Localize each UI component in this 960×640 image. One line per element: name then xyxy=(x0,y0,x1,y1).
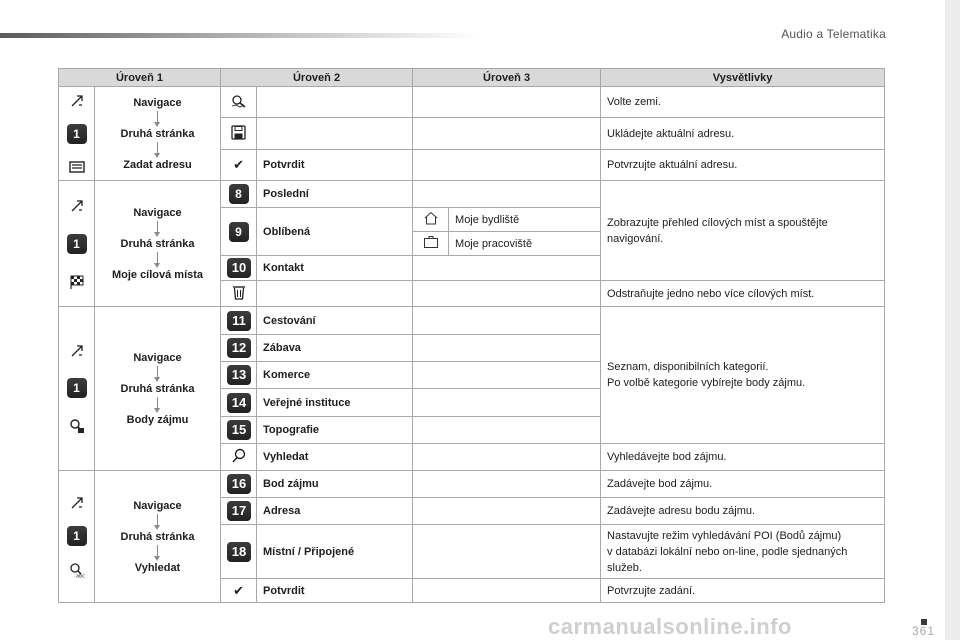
level2-icon-cell xyxy=(221,471,257,498)
column-header-level1: Úroveň 1 xyxy=(59,69,221,87)
explanation-line: služeb. xyxy=(607,561,642,574)
explanation-cell: Zadávejte adresu bodu zájmu. xyxy=(601,498,885,525)
step-badge: 1 xyxy=(67,234,87,254)
level2-label: Místní / Připojené xyxy=(257,525,413,579)
level2-icon-cell xyxy=(221,181,257,208)
explanation-cell: Potvrzujte aktuální adresu. xyxy=(601,150,885,181)
explanation-line: v databázi lokální nebo on-line, podle sjednaných xyxy=(607,545,848,558)
level2-label: Oblíbená xyxy=(257,208,413,256)
explanation-cell: Potvrzujte zadání. xyxy=(601,579,885,603)
step-badge: 12 xyxy=(227,338,251,358)
level2-icon-cell xyxy=(221,525,257,579)
explanation-cell: Vyhledávejte bod zájmu. xyxy=(601,444,885,471)
level1-icon-cell xyxy=(59,307,95,471)
briefcase-icon xyxy=(423,235,439,249)
header-bar xyxy=(0,33,480,38)
down-arrow-icon xyxy=(157,366,158,377)
step-badge: 9 xyxy=(229,222,249,242)
poi-icon xyxy=(69,418,85,434)
step-second-page: Druhá stránka xyxy=(120,530,195,543)
level2-icon-cell xyxy=(221,150,257,181)
step-badge: 1 xyxy=(67,378,87,398)
svg-text:abc: abc xyxy=(75,573,85,578)
level3-cell xyxy=(413,389,601,417)
step-second-page: Druhá stránka xyxy=(120,127,195,140)
level2-label: Topografie xyxy=(257,417,413,444)
level3-cell xyxy=(413,307,601,335)
level3-label: Moje bydliště xyxy=(449,208,601,232)
explanation-cell: Ukládejte aktuální adresu. xyxy=(601,118,885,150)
step-badge: 11 xyxy=(227,311,251,331)
navigation-icon xyxy=(70,344,84,358)
level2-label: Cestování xyxy=(257,307,413,335)
explanation-cell xyxy=(601,525,885,579)
step-badge: 8 xyxy=(229,184,249,204)
level2-label: Vyhledat xyxy=(257,444,413,471)
step-target: Zadat adresu xyxy=(123,158,192,171)
level3-cell xyxy=(413,118,601,150)
step-badge: 18 xyxy=(227,542,251,562)
step-navigation: Navigace xyxy=(133,96,182,109)
level3-cell xyxy=(413,362,601,389)
level2-icon-cell xyxy=(221,87,257,118)
level2-label: Zábava xyxy=(257,335,413,362)
step-target: Body zájmu xyxy=(126,413,189,426)
level2-icon-cell xyxy=(221,335,257,362)
table-row xyxy=(59,87,885,118)
level3-label: Moje pracoviště xyxy=(449,232,601,256)
step-navigation: Navigace xyxy=(133,351,182,364)
level3-icon-cell xyxy=(413,208,449,232)
step-badge: 17 xyxy=(227,501,251,521)
search-text-icon xyxy=(68,562,86,578)
level1-icon-cell xyxy=(59,181,95,307)
level1-steps xyxy=(95,87,221,181)
step-second-page: Druhá stránka xyxy=(120,237,195,250)
level2-icon-cell xyxy=(221,362,257,389)
step-badge: 13 xyxy=(227,365,251,385)
level2-icon-cell xyxy=(221,208,257,256)
column-header-level2: Úroveň 2 xyxy=(221,69,413,87)
trash-icon xyxy=(232,285,246,300)
level3-cell xyxy=(413,525,601,579)
explanation-cell xyxy=(601,307,885,444)
explanation-cell: Zadávejte bod zájmu. xyxy=(601,471,885,498)
table-header-row xyxy=(59,69,885,87)
level2-label xyxy=(257,118,413,150)
page-number: 361 xyxy=(912,624,936,638)
home-icon xyxy=(423,211,439,225)
level2-label: Poslední xyxy=(257,181,413,208)
navigation-icon xyxy=(70,94,84,108)
table-row xyxy=(59,307,885,335)
step-badge: 1 xyxy=(67,124,87,144)
level3-cell xyxy=(413,181,601,208)
step-badge: 1 xyxy=(67,526,87,546)
step-target: Vyhledat xyxy=(134,561,181,574)
level3-cell xyxy=(413,444,601,471)
explanation-line: Po volbě kategorie vybírejte body zájmu. xyxy=(607,377,806,389)
step-badge: 15 xyxy=(227,420,251,440)
level3-cell xyxy=(413,87,601,118)
level2-label: Potvrdit xyxy=(257,579,413,603)
level3-cell xyxy=(413,498,601,525)
explanation-line: Seznam, disponibilních kategorií. xyxy=(607,361,769,373)
step-navigation: Navigace xyxy=(133,499,182,512)
down-arrow-icon xyxy=(157,142,158,153)
explanation-line: Nastavujte režim vyhledávání POI (Bodů zájmu) xyxy=(607,529,842,542)
level2-label: Veřejné instituce xyxy=(257,389,413,417)
navigation-icon xyxy=(70,199,84,213)
column-header-level3: Úroveň 3 xyxy=(413,69,601,87)
level2-icon-cell xyxy=(221,579,257,603)
level3-cell xyxy=(413,335,601,362)
level3-cell xyxy=(413,417,601,444)
explanation-cell: Odstraňujte jedno nebo více cílových míst. xyxy=(601,281,885,307)
explanation-cell: Volte zemi. xyxy=(601,87,885,118)
step-badge: 10 xyxy=(227,258,251,278)
level1-steps xyxy=(95,307,221,471)
step-navigation: Navigace xyxy=(133,206,182,219)
level2-icon-cell xyxy=(221,389,257,417)
level1-icon-cell xyxy=(59,471,95,603)
level2-icon-cell xyxy=(221,444,257,471)
level1-steps xyxy=(95,471,221,603)
level3-cell xyxy=(413,256,601,281)
step-second-page: Druhá stránka xyxy=(120,382,195,395)
table-row xyxy=(59,471,885,498)
level2-label: Adresa xyxy=(257,498,413,525)
level3-cell xyxy=(413,150,601,181)
level2-icon-cell xyxy=(221,307,257,335)
down-arrow-icon xyxy=(157,221,158,232)
down-arrow-icon xyxy=(157,397,158,408)
level2-label xyxy=(257,87,413,118)
enter-address-icon xyxy=(69,160,85,174)
map-search-icon xyxy=(231,93,247,109)
check-icon: ✔ xyxy=(233,582,244,598)
menu-table xyxy=(58,68,885,603)
step-target: Moje cílová místa xyxy=(111,268,204,281)
check-icon: ✔ xyxy=(233,157,244,172)
section-title: Audio a Telematika xyxy=(781,27,886,41)
level2-label xyxy=(257,281,413,307)
level2-icon-cell xyxy=(221,118,257,150)
level2-icon-cell xyxy=(221,498,257,525)
level3-cell xyxy=(413,579,601,603)
level2-label: Bod zájmu xyxy=(257,471,413,498)
down-arrow-icon xyxy=(157,111,158,122)
level2-label: Kontakt xyxy=(257,256,413,281)
level3-cell xyxy=(413,471,601,498)
level3-icon-cell xyxy=(413,232,449,256)
navigation-icon xyxy=(70,496,84,510)
step-badge: 14 xyxy=(227,393,251,413)
level2-icon-cell xyxy=(221,256,257,281)
column-header-explanation: Vysvětlivky xyxy=(601,69,885,87)
level2-icon-cell xyxy=(221,281,257,307)
down-arrow-icon xyxy=(157,545,158,556)
search-icon xyxy=(231,448,247,464)
checkered-flag-icon xyxy=(70,275,84,289)
table-row xyxy=(59,181,885,208)
watermark: carmanualsonline.info xyxy=(548,614,792,639)
level1-steps xyxy=(95,181,221,307)
level1-icon-cell xyxy=(59,87,95,181)
level2-icon-cell xyxy=(221,417,257,444)
level2-label: Potvrdit xyxy=(257,150,413,181)
level3-cell xyxy=(413,281,601,307)
down-arrow-icon xyxy=(157,514,158,525)
page-edge-strip xyxy=(945,0,960,640)
level2-label: Komerce xyxy=(257,362,413,389)
down-arrow-icon xyxy=(157,252,158,263)
explanation-cell: Zobrazujte přehled cílových míst a spouštějte navigování. xyxy=(601,181,885,281)
step-badge: 16 xyxy=(227,474,251,494)
floppy-save-icon xyxy=(231,125,246,140)
